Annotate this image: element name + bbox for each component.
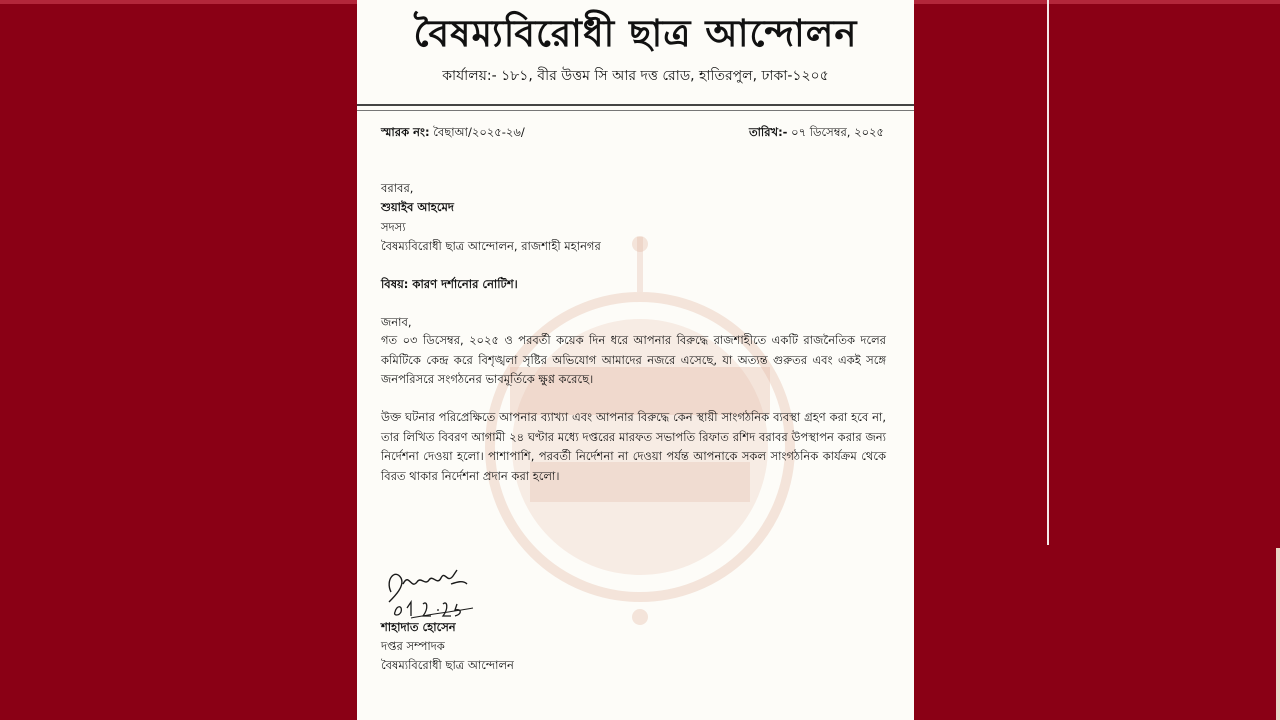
signatory-name: শাহাদাত হোসেন [381, 620, 456, 634]
reference-value: বৈছাআ/২০২৫-২৬/ [429, 125, 525, 139]
background-divider-line [1047, 0, 1049, 545]
body-paragraph-2: উক্ত ঘটনার পরিপ্রেক্ষিতে আপনার ব্যাখ্যা এবং আপনার বিরুদ্ধে কেন স্থায়ী সাংগঠনিক ব্যবস্থা গ্রহণ করা হবে না, তার লিখিত বিবরণ আগামী ২৪ ঘণ্টার মধ্যে দপ্তরের মারফত সভাপতি রিফাত রশিদ বরাবর উপস্থাপন করার জন্য নির্দেশনা দেওয়া হলো। পাশাপাশি, পরবর্তী নির্দেশনা না দেওয়া পর্যন্ত আপনাকে সকল সাংগঠনিক কার্যক্রম থেকে বিরত থাকার নির্দেশনা প্রদান করা হলো। [381, 410, 886, 483]
background-corner-strip [1276, 548, 1280, 720]
header-rule [357, 104, 914, 106]
greeting: জনাব, [381, 315, 412, 329]
header-rule-thin [357, 110, 914, 111]
office-address: কার্যালয়:- ১৮১, বীর উত্তম সি আর দত্ত রোড, হাতিরপুল, ঢাকা-১২০৫ [442, 68, 829, 84]
organization-title: বৈষম্যবিরোধী ছাত্র আন্দোলন [413, 12, 858, 55]
letter-page [357, 0, 914, 720]
signatory-title: দপ্তর সম্পাদক [381, 639, 445, 653]
signatory-organization: বৈষম্যবিরোধী ছাত্র আন্দোলন [381, 658, 514, 672]
letter-date [749, 124, 884, 143]
date-label: তারিখ:- [748, 125, 788, 139]
reference-number [381, 124, 525, 143]
salutation-to: বরাবর, [381, 181, 414, 195]
recipient-name: শুয়াইব আহমেদ [381, 200, 454, 214]
date-value: ০৭ ডিসেম্বর, ২০২৫ [787, 125, 884, 139]
recipient-role: সদস্য [381, 220, 406, 234]
recipient-organization: বৈষম্যবিরোধী ছাত্র আন্দোলন, রাজশাহী মহানগর [381, 239, 601, 253]
body-paragraph-1: গত ০৩ ডিসেম্বর, ২০২৫ ও পরবর্তী কয়েক দিন ধরে আপনার বিরুদ্ধে রাজশাহীতে একটি রাজনৈতিক দলের কমিটিকে কেন্দ্র করে বিশৃঙ্খলা সৃষ্টির অভিযোগ আমাদের নজরে এসেছে, যা অত্যন্ত গুরুতর এবং একই সঙ্গে জনপরিসরে সংগঠনের ভাবমূর্তিকে ক্ষুণ্ণ করেছে। [381, 333, 886, 386]
reference-label: স্মারক নং: [381, 125, 430, 139]
handwritten-signature [381, 562, 476, 620]
letter-subject: বিষয়: কারণ দর্শানোর নোটিশ। [381, 277, 518, 291]
